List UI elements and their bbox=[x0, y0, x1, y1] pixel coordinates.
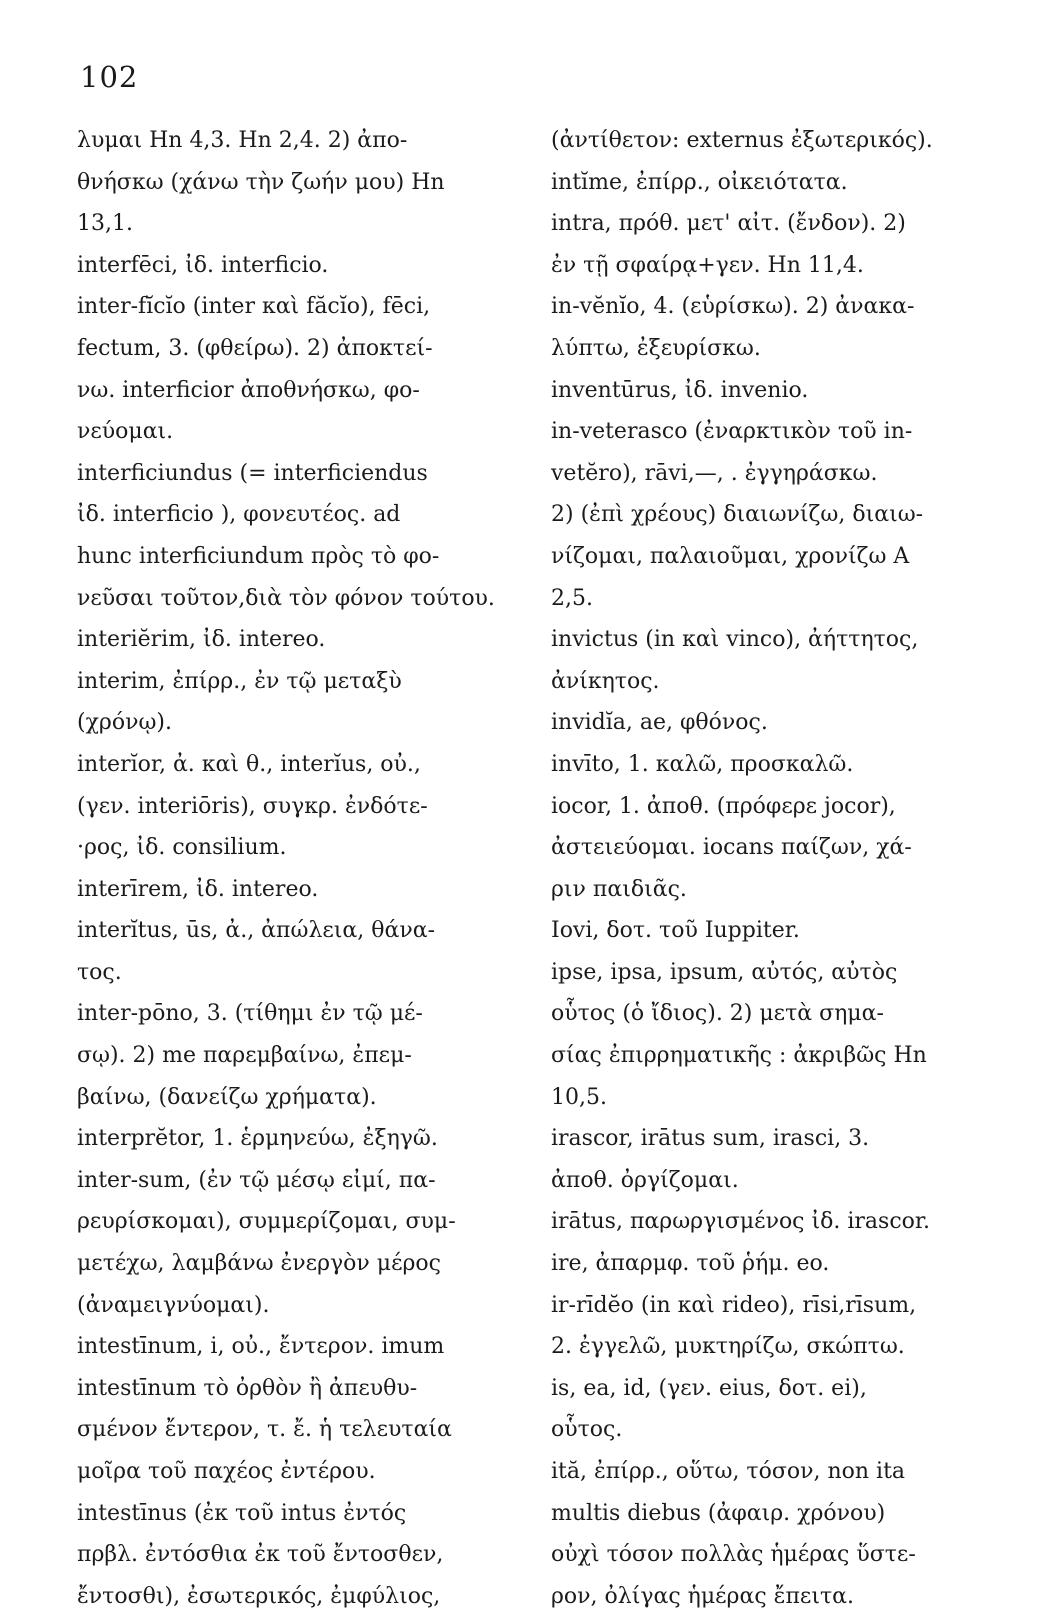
dictionary-line: θνήσκω (χάνω τὴν ζωήν μου) Hn bbox=[77, 169, 445, 195]
dictionary-line: (ἀναμειγνύομαι). bbox=[77, 1292, 270, 1318]
right-column bbox=[551, 120, 991, 1617]
dictionary-line: intestīnum, i, οὐ., ἔντερον. imum bbox=[77, 1334, 445, 1360]
dictionary-line: οὐχὶ τόσον πολλὰς ἡμέρας ὕστε- bbox=[551, 1542, 916, 1568]
dictionary-line: νεύομαι. bbox=[77, 419, 174, 445]
dictionary-line: intestīnum τὸ ὀρθὸν ἢ ἀπευθυ- bbox=[77, 1375, 418, 1401]
dictionary-line: πρβλ. ἐντόσθια ἐκ τοῦ ἔντοσθεν, bbox=[77, 1542, 444, 1568]
dictionary-line: irascor, irātus sum, irasci, 3. bbox=[551, 1126, 870, 1152]
dictionary-line: interim, ἐπίρρ., ἐν τῷ μεταξὺ bbox=[77, 668, 402, 694]
dictionary-line: invictus (in καὶ vinco), ἀήττητος, bbox=[551, 627, 919, 653]
dictionary-line: iocor, 1. ἀποθ. (πρόφερε jocor), bbox=[551, 793, 896, 819]
dictionary-line: 2,5. bbox=[551, 585, 593, 611]
dictionary-line: 2. ἐγγελῶ, μυκτηρίζω, σκώπτω. bbox=[551, 1334, 905, 1360]
dictionary-line: νω. interficior ἀποθνήσκω, φο- bbox=[77, 377, 420, 403]
dictionary-line: ἀστειεύομαι. iocans παίζων, χά- bbox=[551, 835, 912, 861]
dictionary-line: invīto, 1. καλῶ, προσκαλῶ. bbox=[551, 751, 854, 777]
dictionary-line: inter-sum, (ἐν τῷ μέσῳ εἰμί, πα- bbox=[77, 1167, 436, 1193]
dictionary-line: σμένον ἔντερον, τ. ἔ. ἡ τελευταία bbox=[77, 1417, 452, 1443]
dictionary-line: ρευρίσκομαι), συμμερίζομαι, συμ- bbox=[77, 1209, 456, 1235]
dictionary-line: σίας ἐπιρρηματικῆς : ἀκριβῶς Hn bbox=[551, 1043, 927, 1069]
dictionary-line: ἀνίκητος. bbox=[551, 668, 660, 694]
dictionary-line: ire, ἀπαρμφ. τοῦ ῥήμ. eo. bbox=[551, 1251, 830, 1277]
dictionary-line: 10,5. bbox=[551, 1084, 607, 1110]
dictionary-line: intĭme, ἐπίρρ., οἰκειότατα. bbox=[551, 169, 848, 195]
dictionary-line: νίζομαι, παλαιοῦμαι, χρονίζω A bbox=[551, 543, 910, 569]
dictionary-line: λυμαι Hn 4,3. Hn 2,4. 2) ἀπο- bbox=[77, 128, 408, 153]
dictionary-line: σῳ). 2) me παρεμβαίνω, ἐπεμ- bbox=[77, 1043, 412, 1069]
dictionary-line: interprĕtor, 1. ἑρμηνεύω, ἐξηγῶ. bbox=[77, 1126, 438, 1152]
dictionary-line: irātus, παρωργισμένος ἰδ. irascor. bbox=[551, 1209, 930, 1235]
dictionary-line: interiĕrim, ἰδ. intereo. bbox=[77, 627, 326, 653]
dictionary-line: ·ρος, ἰδ. consilium. bbox=[77, 835, 287, 861]
dictionary-line: is, ea, id, (γεν. eius, δοτ. ei), bbox=[551, 1375, 867, 1401]
dictionary-line: λύπτω, ἐξευρίσκω. bbox=[551, 335, 761, 361]
dictionary-line: οὗτος. bbox=[551, 1417, 623, 1443]
dictionary-line: (χρόνῳ). bbox=[77, 710, 172, 736]
dictionary-line: ριν παιδιᾶς. bbox=[551, 876, 687, 902]
dictionary-line: inventūrus, ἰδ. invenio. bbox=[551, 377, 809, 403]
dictionary-line: μετέχω, λαμβάνω ἐνεργὸν μέρος bbox=[77, 1251, 441, 1277]
dictionary-line: ἔντοσθι), ἐσωτερικός, ἐμφύλιος, bbox=[77, 1583, 441, 1609]
dictionary-line: μοῖρα τοῦ παχέος ἐντέρου. bbox=[77, 1459, 376, 1484]
dictionary-line: οὗτος (ὁ ἴδιος). 2) μετὰ σημα- bbox=[551, 1001, 884, 1027]
dictionary-line: vetĕro), rāvi,—, . ἐγγηράσκω. bbox=[551, 460, 878, 486]
dictionary-line: ir-rīdĕo (in καὶ rideo), rīsi,rīsum, bbox=[551, 1292, 917, 1318]
dictionary-line: fectum, 3. (φθείρω). 2) ἀποκτεί- bbox=[77, 335, 433, 361]
dictionary-line: ρον, ὀλίγας ἡμέρας ἔπειτα. bbox=[551, 1583, 854, 1609]
dictionary-line: intestīnus (ἐκ τοῦ intus ἐντός bbox=[77, 1500, 407, 1526]
dictionary-line: invidĭa, ae, φθόνος. bbox=[551, 710, 768, 736]
dictionary-line: 2) (ἐπὶ χρέους) διαιωνίζω, διαιω- bbox=[551, 502, 924, 528]
dictionary-line: ipse, ipsa, ipsum, αὐτός, αὐτὸς bbox=[551, 959, 898, 985]
dictionary-line: in-vĕnĭo, 4. (εὑρίσκω). 2) ἀνακα- bbox=[551, 294, 915, 320]
dictionary-line: ἰδ. interficio ), φονευτέος. ad bbox=[77, 502, 401, 528]
dictionary-line: ἀποθ. ὀργίζομαι. bbox=[551, 1167, 739, 1193]
dictionary-line: νεῦσαι τοῦτον,διὰ τὸν φόνον τούτου. bbox=[77, 585, 495, 611]
dictionary-line: interĭor, ἀ. καὶ θ., interĭus, οὐ., bbox=[77, 751, 421, 777]
dictionary-line: Iovi, δοτ. τοῦ Iuppiter. bbox=[551, 918, 800, 944]
dictionary-line: inter-pōno, 3. (τίθημι ἐν τῷ μέ- bbox=[77, 1001, 423, 1027]
dictionary-line: βαίνω, (δανείζω χρήματα). bbox=[77, 1084, 377, 1110]
dictionary-line: interficiundus (= interficiendus bbox=[77, 460, 428, 486]
page-number: 102 bbox=[80, 60, 139, 94]
dictionary-line: hunc interficiundum πρὸς τὸ φο- bbox=[77, 543, 440, 569]
dictionary-line: interfēci, ἰδ. interficio. bbox=[77, 252, 329, 278]
dictionary-line: inter-fĭcĭo (inter καὶ făcĭo), fēci, bbox=[77, 294, 431, 320]
dictionary-line: 13,1. bbox=[77, 211, 133, 237]
dictionary-line: intra, πρόθ. μετ' αἰτ. (ἔνδον). 2) bbox=[551, 211, 906, 237]
dictionary-line: in-veterasco (ἐναρκτικὸν τοῦ in- bbox=[551, 419, 913, 445]
dictionary-line: interĭtus, ūs, ἀ., ἀπώλεια, θάνα- bbox=[77, 918, 436, 944]
dictionary-line: (γεν. interiōris), συγκρ. ἐνδότε- bbox=[77, 793, 428, 819]
left-column bbox=[77, 120, 517, 1617]
dictionary-line: interīrem, ἰδ. intereo. bbox=[77, 876, 319, 902]
dictionary-line: τος. bbox=[77, 959, 122, 985]
dictionary-line: multis diebus (ἀφαιρ. χρόνου) bbox=[551, 1500, 886, 1526]
dictionary-line: (ἀντίθετον: externus ἐξωτερικός). bbox=[551, 128, 933, 153]
dictionary-line: ită, ἐπίρρ., οὕτω, τόσον, non ita bbox=[551, 1459, 906, 1484]
dictionary-line: ἐν τῇ σφαίρᾳ+γεν. Hn 11,4. bbox=[551, 252, 864, 278]
